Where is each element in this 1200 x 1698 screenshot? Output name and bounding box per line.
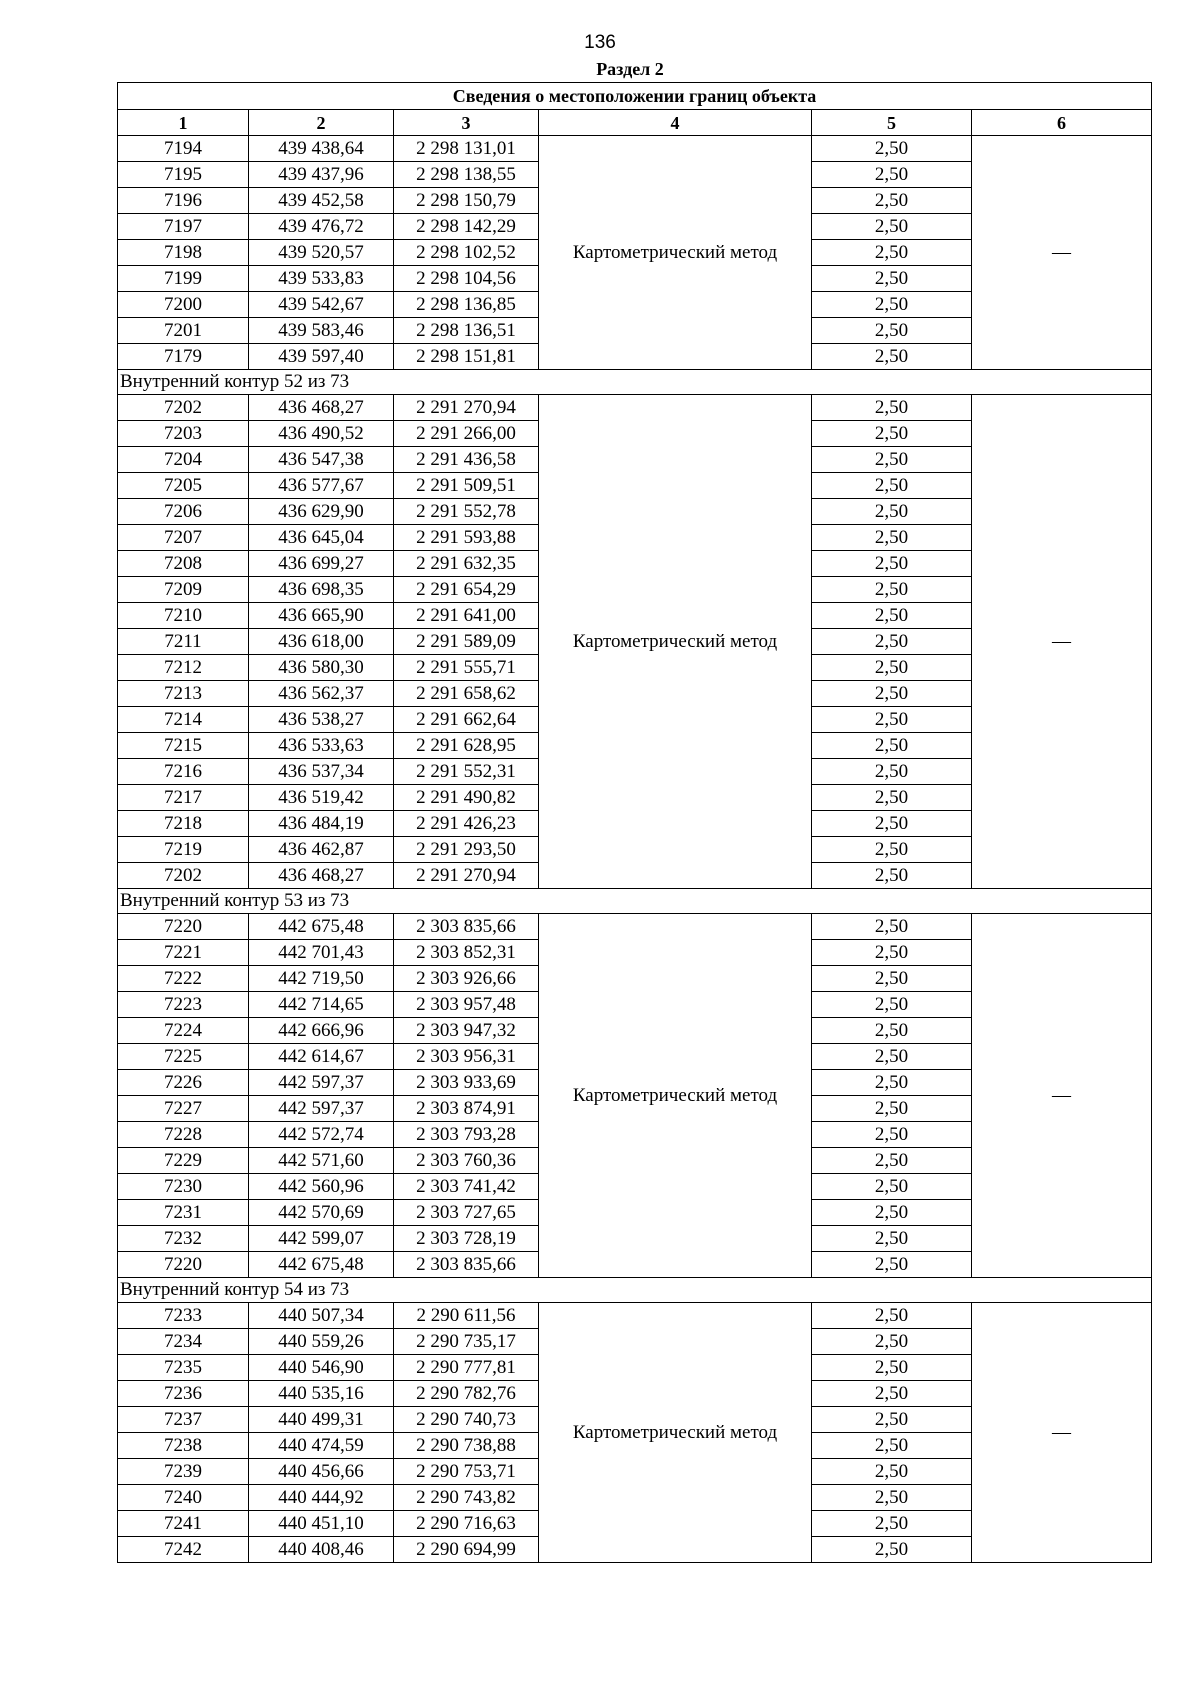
y-coordinate-cell: 2 290 740,73 [394, 1407, 539, 1433]
table-row [118, 136, 1152, 162]
y-coordinate-cell: 2 303 835,66 [394, 914, 539, 940]
accuracy-cell: 2,50 [812, 1329, 972, 1355]
accuracy-cell: 2,50 [812, 1537, 972, 1563]
accuracy-cell: 2,50 [812, 1122, 972, 1148]
point-number-cell: 7223 [118, 992, 249, 1018]
y-coordinate-cell: 2 303 793,28 [394, 1122, 539, 1148]
point-number-cell: 7220 [118, 914, 249, 940]
page-number: 136 [584, 32, 616, 53]
y-coordinate-cell: 2 303 926,66 [394, 966, 539, 992]
accuracy-cell: 2,50 [812, 992, 972, 1018]
accuracy-cell: 2,50 [812, 655, 972, 681]
point-number-cell: 7205 [118, 473, 249, 499]
point-number-cell: 7197 [118, 214, 249, 240]
point-number-cell: 7216 [118, 759, 249, 785]
y-coordinate-cell: 2 298 102,52 [394, 240, 539, 266]
accuracy-cell: 2,50 [812, 940, 972, 966]
contour-label: Внутренний контур 52 из 73 [118, 370, 1152, 395]
accuracy-cell: 2,50 [812, 525, 972, 551]
y-coordinate-cell: 2 291 490,82 [394, 785, 539, 811]
y-coordinate-cell: 2 291 589,09 [394, 629, 539, 655]
accuracy-cell: 2,50 [812, 629, 972, 655]
point-number-cell: 7179 [118, 344, 249, 370]
accuracy-cell: 2,50 [812, 188, 972, 214]
y-coordinate-cell: 2 298 150,79 [394, 188, 539, 214]
x-coordinate-cell: 436 538,27 [249, 707, 394, 733]
accuracy-cell: 2,50 [812, 240, 972, 266]
section-title: Раздел 2 [596, 59, 664, 79]
point-number-cell: 7226 [118, 1070, 249, 1096]
x-coordinate-cell: 440 408,46 [249, 1537, 394, 1563]
accuracy-cell: 2,50 [812, 136, 972, 162]
accuracy-cell: 2,50 [812, 1511, 972, 1537]
point-number-cell: 7232 [118, 1226, 249, 1252]
table-caption-row [118, 83, 1152, 110]
x-coordinate-cell: 436 580,30 [249, 655, 394, 681]
table-body [118, 136, 1152, 1563]
accuracy-cell: 2,50 [812, 421, 972, 447]
x-coordinate-cell: 440 535,16 [249, 1381, 394, 1407]
accuracy-cell: 2,50 [812, 447, 972, 473]
x-coordinate-cell: 442 597,37 [249, 1070, 394, 1096]
y-coordinate-cell: 2 298 136,51 [394, 318, 539, 344]
y-coordinate-cell: 2 303 727,65 [394, 1200, 539, 1226]
point-number-cell: 7194 [118, 136, 249, 162]
point-number-cell: 7215 [118, 733, 249, 759]
x-coordinate-cell: 439 533,83 [249, 266, 394, 292]
y-coordinate-cell: 2 291 426,23 [394, 811, 539, 837]
y-coordinate-cell: 2 298 104,56 [394, 266, 539, 292]
accuracy-cell: 2,50 [812, 914, 972, 940]
y-coordinate-cell: 2 290 738,88 [394, 1433, 539, 1459]
table-caption: Сведения о местоположении границ объекта [118, 83, 1152, 110]
x-coordinate-cell: 442 560,96 [249, 1174, 394, 1200]
y-coordinate-cell: 2 291 552,31 [394, 759, 539, 785]
y-coordinate-cell: 2 291 270,94 [394, 863, 539, 889]
point-number-cell: 7224 [118, 1018, 249, 1044]
point-number-cell: 7219 [118, 837, 249, 863]
point-number-cell: 7237 [118, 1407, 249, 1433]
y-coordinate-cell: 2 291 293,50 [394, 837, 539, 863]
point-number-cell: 7196 [118, 188, 249, 214]
point-number-cell: 7234 [118, 1329, 249, 1355]
accuracy-cell: 2,50 [812, 1044, 972, 1070]
accuracy-cell: 2,50 [812, 499, 972, 525]
x-coordinate-cell: 439 438,64 [249, 136, 394, 162]
accuracy-cell: 2,50 [812, 759, 972, 785]
y-coordinate-cell: 2 303 728,19 [394, 1226, 539, 1252]
column-header-row [118, 110, 1152, 136]
accuracy-cell: 2,50 [812, 395, 972, 421]
accuracy-cell: 2,50 [812, 1355, 972, 1381]
contour-header-row [118, 370, 1152, 395]
point-number-cell: 7220 [118, 1252, 249, 1278]
y-coordinate-cell: 2 303 835,66 [394, 1252, 539, 1278]
accuracy-cell: 2,50 [812, 551, 972, 577]
y-coordinate-cell: 2 303 760,36 [394, 1148, 539, 1174]
accuracy-cell: 2,50 [812, 1407, 972, 1433]
point-number-cell: 7225 [118, 1044, 249, 1070]
y-coordinate-cell: 2 291 632,35 [394, 551, 539, 577]
y-coordinate-cell: 2 303 741,42 [394, 1174, 539, 1200]
y-coordinate-cell: 2 290 611,56 [394, 1303, 539, 1329]
y-coordinate-cell: 2 291 641,00 [394, 603, 539, 629]
point-number-cell: 7230 [118, 1174, 249, 1200]
point-number-cell: 7222 [118, 966, 249, 992]
x-coordinate-cell: 440 474,59 [249, 1433, 394, 1459]
y-coordinate-cell: 2 290 743,82 [394, 1485, 539, 1511]
column-header: 4 [539, 110, 812, 136]
x-coordinate-cell: 442 675,48 [249, 1252, 394, 1278]
x-coordinate-cell: 439 476,72 [249, 214, 394, 240]
table-row [118, 395, 1152, 421]
x-coordinate-cell: 442 675,48 [249, 914, 394, 940]
point-number-cell: 7202 [118, 863, 249, 889]
accuracy-cell: 2,50 [812, 1433, 972, 1459]
x-coordinate-cell: 436 645,04 [249, 525, 394, 551]
accuracy-cell: 2,50 [812, 318, 972, 344]
x-coordinate-cell: 439 437,96 [249, 162, 394, 188]
x-coordinate-cell: 440 451,10 [249, 1511, 394, 1537]
accuracy-cell: 2,50 [812, 1070, 972, 1096]
accuracy-cell: 2,50 [812, 681, 972, 707]
x-coordinate-cell: 436 519,42 [249, 785, 394, 811]
point-number-cell: 7207 [118, 525, 249, 551]
accuracy-cell: 2,50 [812, 811, 972, 837]
point-number-cell: 7221 [118, 940, 249, 966]
accuracy-cell: 2,50 [812, 1096, 972, 1122]
accuracy-cell: 2,50 [812, 603, 972, 629]
point-number-cell: 7201 [118, 318, 249, 344]
x-coordinate-cell: 436 547,38 [249, 447, 394, 473]
y-coordinate-cell: 2 291 509,51 [394, 473, 539, 499]
point-number-cell: 7195 [118, 162, 249, 188]
accuracy-cell: 2,50 [812, 733, 972, 759]
y-coordinate-cell: 2 291 593,88 [394, 525, 539, 551]
accuracy-cell: 2,50 [812, 1303, 972, 1329]
column-header: 1 [118, 110, 249, 136]
y-coordinate-cell: 2 303 947,32 [394, 1018, 539, 1044]
y-coordinate-cell: 2 290 777,81 [394, 1355, 539, 1381]
x-coordinate-cell: 436 468,27 [249, 395, 394, 421]
y-coordinate-cell: 2 291 658,62 [394, 681, 539, 707]
y-coordinate-cell: 2 298 151,81 [394, 344, 539, 370]
accuracy-cell: 2,50 [812, 1018, 972, 1044]
point-number-cell: 7240 [118, 1485, 249, 1511]
y-coordinate-cell: 2 298 142,29 [394, 214, 539, 240]
y-coordinate-cell: 2 290 735,17 [394, 1329, 539, 1355]
y-coordinate-cell: 2 303 956,31 [394, 1044, 539, 1070]
accuracy-cell: 2,50 [812, 266, 972, 292]
x-coordinate-cell: 442 701,43 [249, 940, 394, 966]
x-coordinate-cell: 436 562,37 [249, 681, 394, 707]
method-cell: Картометрический метод [539, 1303, 812, 1563]
x-coordinate-cell: 440 559,26 [249, 1329, 394, 1355]
point-number-cell: 7239 [118, 1459, 249, 1485]
y-coordinate-cell: 2 291 266,00 [394, 421, 539, 447]
note-cell: — [972, 136, 1152, 370]
accuracy-cell: 2,50 [812, 1252, 972, 1278]
y-coordinate-cell: 2 290 753,71 [394, 1459, 539, 1485]
x-coordinate-cell: 442 614,67 [249, 1044, 394, 1070]
contour-header-row [118, 889, 1152, 914]
x-coordinate-cell: 436 698,35 [249, 577, 394, 603]
point-number-cell: 7236 [118, 1381, 249, 1407]
x-coordinate-cell: 436 618,00 [249, 629, 394, 655]
x-coordinate-cell: 442 597,37 [249, 1096, 394, 1122]
point-number-cell: 7198 [118, 240, 249, 266]
x-coordinate-cell: 440 456,66 [249, 1459, 394, 1485]
contour-label: Внутренний контур 54 из 73 [118, 1278, 1152, 1303]
y-coordinate-cell: 2 298 131,01 [394, 136, 539, 162]
accuracy-cell: 2,50 [812, 577, 972, 603]
y-coordinate-cell: 2 298 138,55 [394, 162, 539, 188]
accuracy-cell: 2,50 [812, 1485, 972, 1511]
contour-header-row [118, 1278, 1152, 1303]
point-number-cell: 7206 [118, 499, 249, 525]
x-coordinate-cell: 440 499,31 [249, 1407, 394, 1433]
y-coordinate-cell: 2 290 694,99 [394, 1537, 539, 1563]
point-number-cell: 7228 [118, 1122, 249, 1148]
y-coordinate-cell: 2 290 782,76 [394, 1381, 539, 1407]
x-coordinate-cell: 436 577,67 [249, 473, 394, 499]
column-header: 3 [394, 110, 539, 136]
x-coordinate-cell: 439 520,57 [249, 240, 394, 266]
column-header: 5 [812, 110, 972, 136]
point-number-cell: 7233 [118, 1303, 249, 1329]
accuracy-cell: 2,50 [812, 1148, 972, 1174]
accuracy-cell: 2,50 [812, 863, 972, 889]
x-coordinate-cell: 442 599,07 [249, 1226, 394, 1252]
x-coordinate-cell: 439 597,40 [249, 344, 394, 370]
contour-label: Внутренний контур 53 из 73 [118, 889, 1152, 914]
x-coordinate-cell: 439 452,58 [249, 188, 394, 214]
accuracy-cell: 2,50 [812, 344, 972, 370]
coordinates-table [117, 82, 1152, 1563]
point-number-cell: 7218 [118, 811, 249, 837]
x-coordinate-cell: 442 571,60 [249, 1148, 394, 1174]
point-number-cell: 7209 [118, 577, 249, 603]
point-number-cell: 7214 [118, 707, 249, 733]
y-coordinate-cell: 2 303 957,48 [394, 992, 539, 1018]
point-number-cell: 7211 [118, 629, 249, 655]
accuracy-cell: 2,50 [812, 1174, 972, 1200]
accuracy-cell: 2,50 [812, 1381, 972, 1407]
x-coordinate-cell: 436 537,34 [249, 759, 394, 785]
y-coordinate-cell: 2 291 270,94 [394, 395, 539, 421]
y-coordinate-cell: 2 291 662,64 [394, 707, 539, 733]
x-coordinate-cell: 440 546,90 [249, 1355, 394, 1381]
accuracy-cell: 2,50 [812, 837, 972, 863]
point-number-cell: 7210 [118, 603, 249, 629]
note-cell: — [972, 1303, 1152, 1563]
x-coordinate-cell: 436 665,90 [249, 603, 394, 629]
y-coordinate-cell: 2 290 716,63 [394, 1511, 539, 1537]
accuracy-cell: 2,50 [812, 473, 972, 499]
note-cell: — [972, 395, 1152, 889]
point-number-cell: 7231 [118, 1200, 249, 1226]
accuracy-cell: 2,50 [812, 292, 972, 318]
y-coordinate-cell: 2 303 933,69 [394, 1070, 539, 1096]
method-cell: Картометрический метод [539, 395, 812, 889]
x-coordinate-cell: 436 629,90 [249, 499, 394, 525]
y-coordinate-cell: 2 291 436,58 [394, 447, 539, 473]
point-number-cell: 7204 [118, 447, 249, 473]
y-coordinate-cell: 2 291 628,95 [394, 733, 539, 759]
y-coordinate-cell: 2 291 654,29 [394, 577, 539, 603]
x-coordinate-cell: 436 462,87 [249, 837, 394, 863]
accuracy-cell: 2,50 [812, 1226, 972, 1252]
table-row [118, 1303, 1152, 1329]
point-number-cell: 7203 [118, 421, 249, 447]
point-number-cell: 7227 [118, 1096, 249, 1122]
x-coordinate-cell: 442 719,50 [249, 966, 394, 992]
column-header: 2 [249, 110, 394, 136]
x-coordinate-cell: 439 583,46 [249, 318, 394, 344]
point-number-cell: 7200 [118, 292, 249, 318]
point-number-cell: 7212 [118, 655, 249, 681]
x-coordinate-cell: 436 699,27 [249, 551, 394, 577]
x-coordinate-cell: 440 444,92 [249, 1485, 394, 1511]
point-number-cell: 7238 [118, 1433, 249, 1459]
accuracy-cell: 2,50 [812, 214, 972, 240]
y-coordinate-cell: 2 298 136,85 [394, 292, 539, 318]
table-row [118, 914, 1152, 940]
note-cell: — [972, 914, 1152, 1278]
x-coordinate-cell: 436 533,63 [249, 733, 394, 759]
point-number-cell: 7242 [118, 1537, 249, 1563]
x-coordinate-cell: 436 468,27 [249, 863, 394, 889]
accuracy-cell: 2,50 [812, 966, 972, 992]
x-coordinate-cell: 440 507,34 [249, 1303, 394, 1329]
y-coordinate-cell: 2 303 852,31 [394, 940, 539, 966]
point-number-cell: 7235 [118, 1355, 249, 1381]
accuracy-cell: 2,50 [812, 785, 972, 811]
accuracy-cell: 2,50 [812, 162, 972, 188]
method-cell: Картометрический метод [539, 136, 812, 370]
point-number-cell: 7208 [118, 551, 249, 577]
point-number-cell: 7213 [118, 681, 249, 707]
point-number-cell: 7217 [118, 785, 249, 811]
x-coordinate-cell: 436 490,52 [249, 421, 394, 447]
y-coordinate-cell: 2 291 555,71 [394, 655, 539, 681]
point-number-cell: 7229 [118, 1148, 249, 1174]
y-coordinate-cell: 2 291 552,78 [394, 499, 539, 525]
point-number-cell: 7199 [118, 266, 249, 292]
method-cell: Картометрический метод [539, 914, 812, 1278]
x-coordinate-cell: 442 714,65 [249, 992, 394, 1018]
x-coordinate-cell: 442 570,69 [249, 1200, 394, 1226]
column-header: 6 [972, 110, 1152, 136]
accuracy-cell: 2,50 [812, 707, 972, 733]
point-number-cell: 7241 [118, 1511, 249, 1537]
point-number-cell: 7202 [118, 395, 249, 421]
x-coordinate-cell: 442 572,74 [249, 1122, 394, 1148]
x-coordinate-cell: 439 542,67 [249, 292, 394, 318]
x-coordinate-cell: 436 484,19 [249, 811, 394, 837]
y-coordinate-cell: 2 303 874,91 [394, 1096, 539, 1122]
accuracy-cell: 2,50 [812, 1459, 972, 1485]
accuracy-cell: 2,50 [812, 1200, 972, 1226]
x-coordinate-cell: 442 666,96 [249, 1018, 394, 1044]
